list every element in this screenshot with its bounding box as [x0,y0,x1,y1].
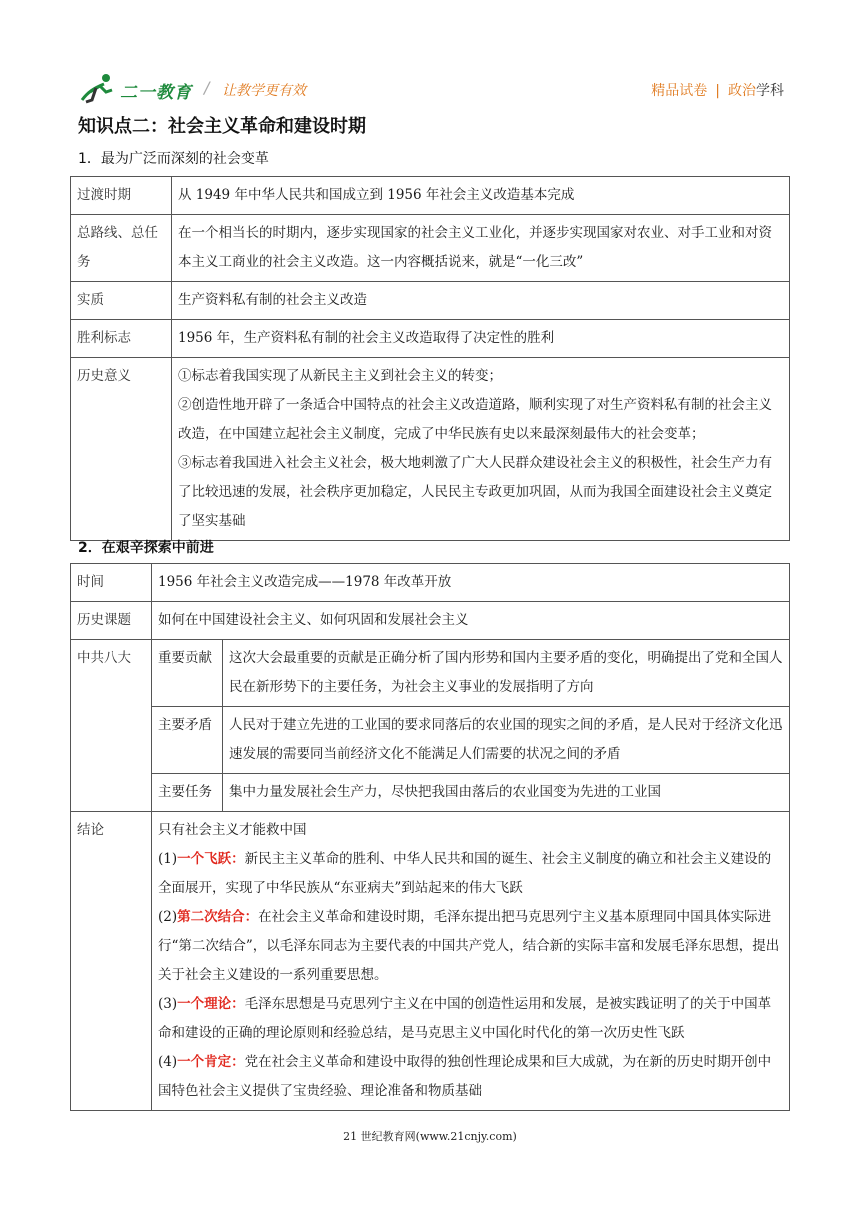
item-key: 一个肯定： [177,1054,245,1070]
row-label: 历史意义 [71,358,172,541]
item-key: 一个理论： [177,996,245,1012]
header-right [651,80,784,100]
row-label: 实质 [71,282,172,320]
row-text: 从 1949 年中华人民共和国成立到 1956 年社会主义改造基本完成 [172,177,790,215]
page-title: 知识点二：社会主义革命和建设时期 [78,116,366,137]
table-row [71,640,790,707]
runner-logo-icon [76,70,120,106]
row-label: 时间 [71,564,152,602]
conclusion-item [158,845,783,903]
item-text: 在社会主义革命和建设时期，毛泽东提出把马克思列宁主义基本原理同中国具体实际进行“第二次结合”，以毛泽东同志为主要代表的中国共产党人，结合新的实际丰富和发展毛泽东思想，提出关于社会主义建设的一系列重要思想。 [158,909,780,983]
table-row [71,564,790,602]
conclusion-item [158,990,783,1048]
significance-3: ③标志着我国进入社会主义社会，极大地刺激了广大人民群众建设社会主义的积极性，社会生产力有了比较迅速的发展，社会秩序更加稳定，人民民主专政更加巩固，从而为我国全面建设社会主义奠定了坚实基础 [178,455,772,529]
significance-1: ①标志着我国实现了从新民主主义到社会主义的转变； [178,368,502,384]
table-row [71,177,790,215]
conclusion-item [158,1048,783,1106]
sub-text: 这次大会最重要的贡献是正确分析了国内形势和国内主要矛盾的变化，明确提出了党和全国人民在新形势下的主要任务，为社会主义事业的发展指明了方向 [223,640,790,707]
sub-label: 主要任务 [152,774,223,812]
transition-table [70,176,790,541]
item-text: 新民主主义革命的胜利、中华人民共和国的诞生、社会主义制度的确立和社会主义建设的全面展开，实现了中华民族从“东亚病夫”到站起来的伟大飞跃 [158,851,772,896]
section2-heading: 2．在艰辛探索中前进 [78,540,214,556]
header-slash: / [204,78,210,97]
item-key: 第二次结合： [177,909,259,925]
item-num: (4) [158,1054,178,1070]
table-row [71,602,790,640]
sub-text: 人民对于建立先进的工业国的要求同落后的农业国的现实之间的矛盾，是人民对于经济文化迅速发展的需要同当前经济文化不能满足人们需要的状况之间的矛盾 [223,707,790,774]
section1-heading: 1．最为广泛而深刻的社会变革 [78,151,269,167]
header-sep: | [715,83,720,99]
item-text: 毛泽东思想是马克思列宁主义在中国的创造性运用和发展，是被实践证明了的关于中国革命和建设的正确的理论原则和经验总结，是马克思主义中国化时代化的第一次历史性飞跃 [158,996,772,1041]
row-label: 总路线、总任务 [71,215,172,282]
slogan: 让教学更有效 [222,83,306,99]
sub-label: 重要贡献 [152,640,223,707]
item-num: (1) [158,851,178,867]
header-label-c: 学科 [756,83,784,99]
row-label: 胜利标志 [71,320,172,358]
item-key: 一个飞跃： [177,851,245,867]
row-text [172,358,790,541]
row-label: 历史课题 [71,602,152,640]
table-row [71,774,790,812]
row-label: 结论 [71,812,152,1111]
table-row [71,282,790,320]
row-text: 生产资料私有制的社会主义改造 [172,282,790,320]
significance-2: ②创造性地开辟了一条适合中国特点的社会主义改造道路，顺利实现了对生产资料私有制的社会主义改造，在中国建立起社会主义制度，完成了中华民族有史以来最深刻最伟大的社会变革； [178,397,772,442]
exploration-table [70,563,790,1111]
conclusion-intro: 只有社会主义才能救中国 [158,822,307,838]
conclusion-item [158,903,783,990]
item-text: 党在社会主义革命和建设中取得的独创性理论成果和巨大成就，为在新的历史时期开创中国特色社会主义提供了宝贵经验、理论准备和物质基础 [158,1054,772,1099]
row-label: 过渡时期 [71,177,172,215]
brand-name: 二一教育 [120,83,192,103]
item-num: (2) [158,909,178,925]
header-label-a: 精品试卷 [651,83,708,99]
page-footer: 21 世纪教育网(www.21cnjy.com) [343,1130,517,1143]
sub-text: 集中力量发展社会生产力，尽快把我国由落后的农业国变为先进的工业国 [223,774,790,812]
table-row [71,215,790,282]
header-label-b: 政治 [728,83,756,99]
table-row [71,707,790,774]
row-label: 中共八大 [71,640,152,812]
table-row [71,358,790,541]
row-text: 1956 年，生产资料私有制的社会主义改造取得了决定性的胜利 [172,320,790,358]
row-text: 1956 年社会主义改造完成——1978 年改革开放 [152,564,790,602]
row-text: 在一个相当长的时期内，逐步实现国家的社会主义工业化，并逐步实现国家对农业、对手工业和对资本主义工商业的社会主义改造。这一内容概括说来，就是“一化三改” [172,215,790,282]
table-row [71,320,790,358]
conclusion-text [152,812,790,1111]
row-text: 如何在中国建设社会主义、如何巩固和发展社会主义 [152,602,790,640]
sub-label: 主要矛盾 [152,707,223,774]
page-header [76,70,784,106]
item-num: (3) [158,996,178,1012]
table-row [71,812,790,1111]
